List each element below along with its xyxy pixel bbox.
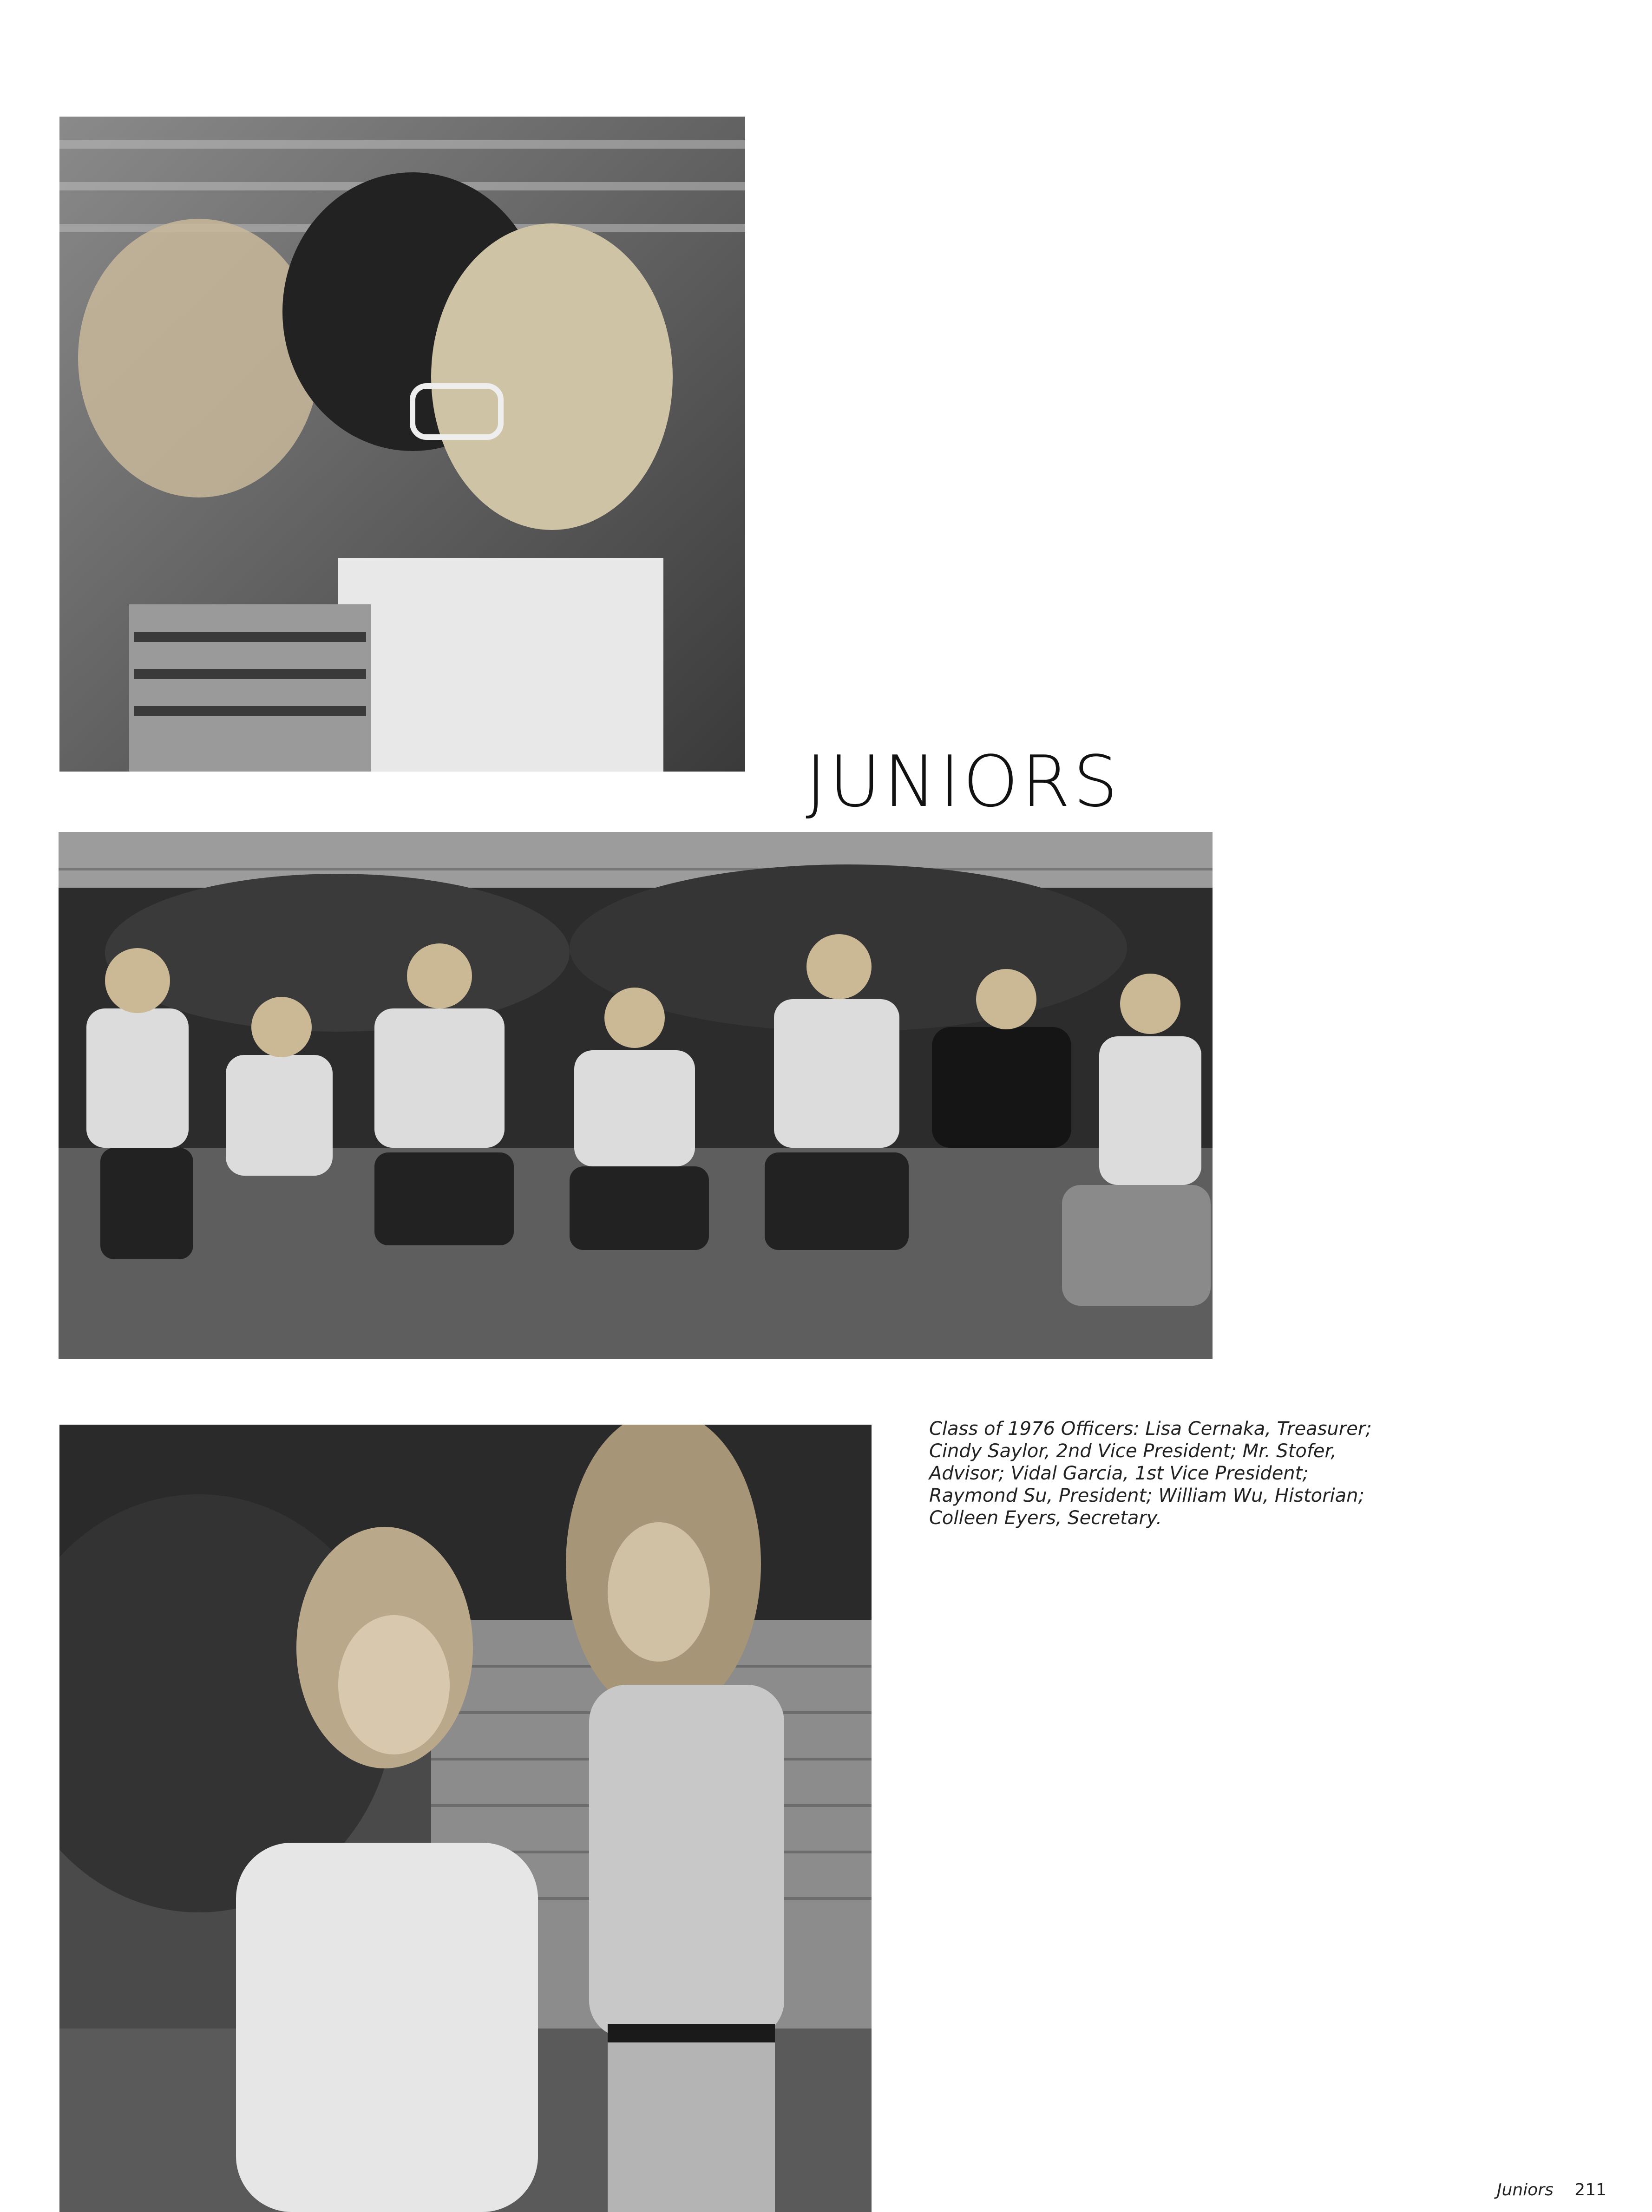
- section-title: JUNIORS: [806, 740, 1121, 823]
- photo-class-officers-image: [59, 832, 1213, 1359]
- photo-two-students: [59, 1425, 872, 2212]
- photo-two-students-image: [59, 1425, 872, 2212]
- photo-class-officers: [59, 832, 1213, 1359]
- page-footer: [1497, 2180, 1606, 2199]
- page-number: 211: [1574, 2180, 1607, 2199]
- photo-caption: Class of 1976 Officers: Lisa Cernaka, Treasurer; Cindy Saylor, 2nd Vice President; Mr. Stofer, Advisor; Vidal Garcia, 1st Vice President; Raymond Su, President; William Wu, Historian; Colleen Eyers, Secretary.: [929, 1418, 1372, 1529]
- photo-students-bleachers: [59, 117, 745, 772]
- footer-section-name: Juniors: [1497, 2180, 1554, 2199]
- photo-students-bleachers-image: [59, 117, 745, 772]
